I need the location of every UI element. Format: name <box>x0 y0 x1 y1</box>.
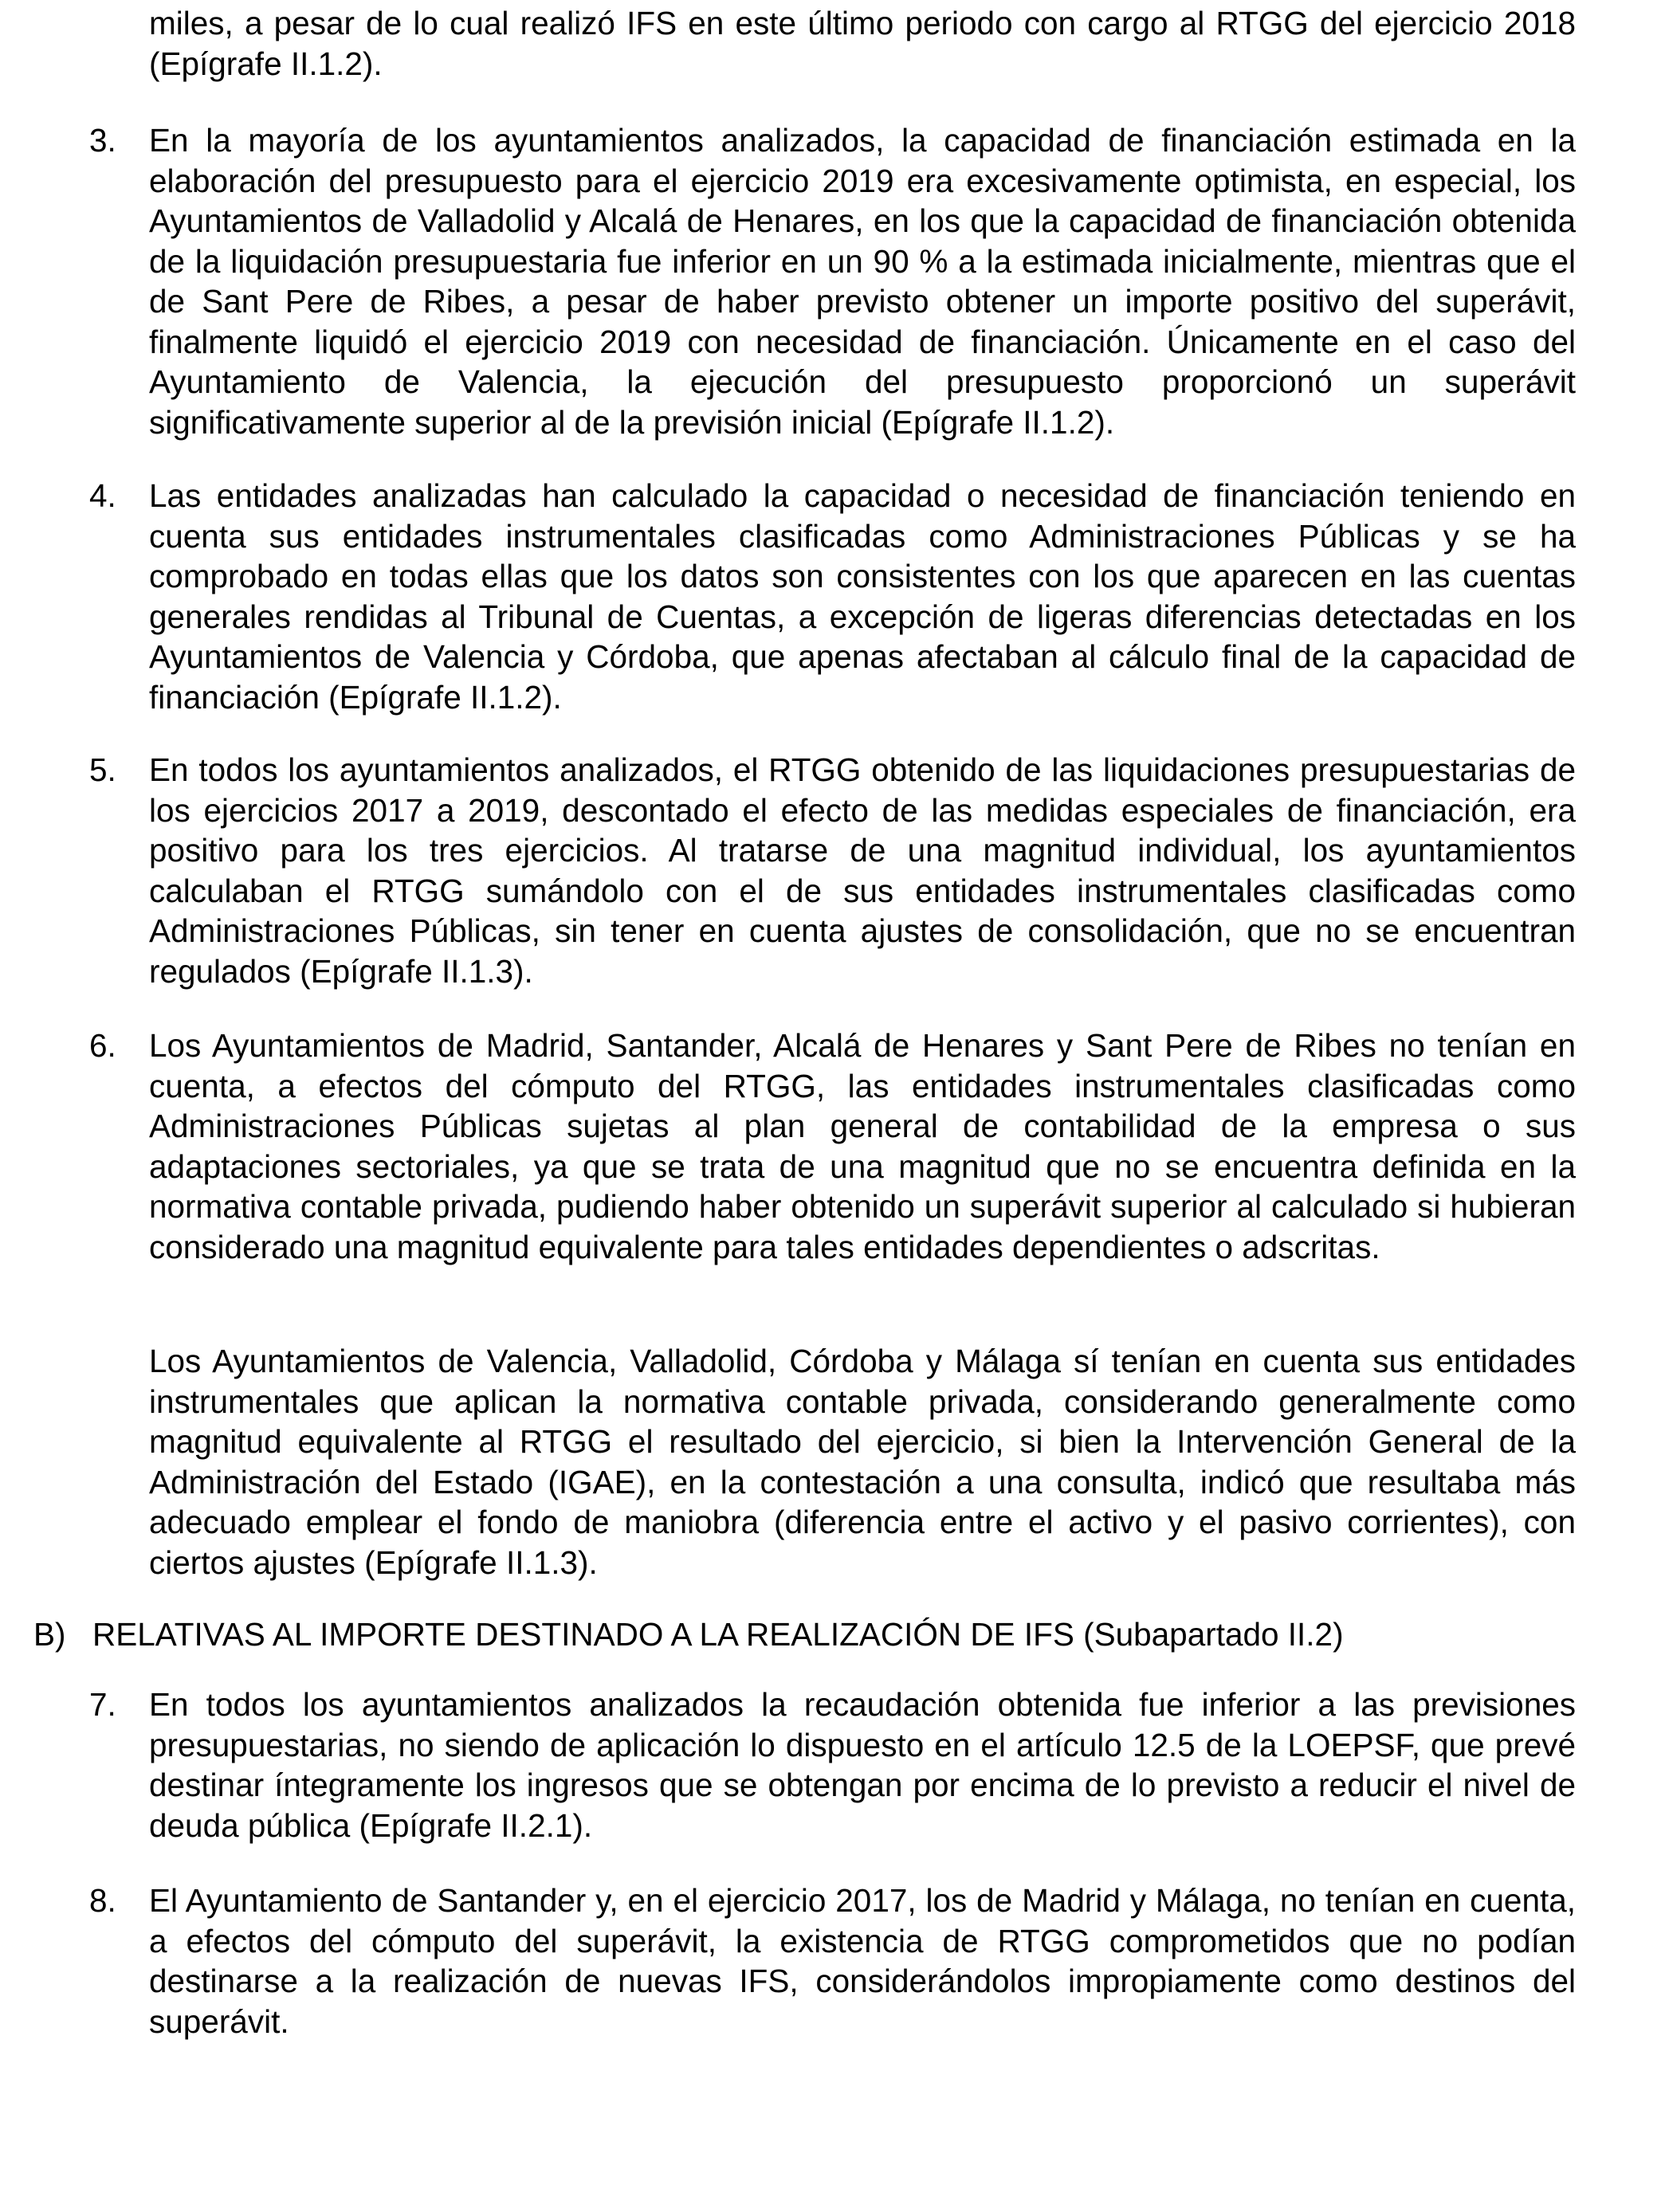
item-number: 3. <box>89 122 116 159</box>
item-number: 5. <box>89 751 116 788</box>
item-number: 4. <box>89 477 116 514</box>
item-7-paragraph: En todos los ayuntamientos analizados la recaudación obtenida fue inferior a las previsiones presupuestarias, no siendo de aplicación lo dispuesto en el artículo 12.5 de la LOEPSF, que prevé destinar íntegramente los ingresos que se obtengan por encima de lo previsto a reducir el nivel de deuda pública (Epígrafe II.2.1). <box>149 1686 1576 1844</box>
item-8-paragraph: El Ayuntamiento de Santander y, en el ejercicio 2017, los de Madrid y Málaga, no tenían en cuenta, a efectos del cómputo del superávit, la existencia de RTGG comprometidos que no podían destinarse a la realización de nuevas IFS, considerándolos impropiamente como destinos del superávit. <box>149 1882 1576 2040</box>
item-6-paragraph: Los Ayuntamientos de Madrid, Santander, Alcalá de Henares y Sant Pere de Ribes no tenían en cuenta, a efectos del cómputo del RTGG, las entidades instrumentales clasificadas como Administraciones Públicas sujetas al plan general de contabilidad de la empresa o sus adaptaciones sectoriales, ya que se trata de una magnitud que no se encuentra definida en la normativa contable privada, pudiendo haber obtenido un superávit superior al calculado si hubieran considerado una magnitud equivalente para tales entidades dependientes o adscritas. <box>149 1027 1576 1265</box>
item-number: 7. <box>89 1686 116 1723</box>
item-number: 8. <box>89 1882 116 1919</box>
item-6-second-paragraph: Los Ayuntamientos de Valencia, Valladolid, Córdoba y Málaga sí tenían en cuenta sus entidades instrumentales que aplican la normativa contable privada, considerando generalmente como magnitud equivalente al RTGG el resultado del ejercicio, si bien la Intervención General de la Administración del Estado (IGAE), en la contestación a una consulta, indicó que resultaba más adecuado emplear el fondo de maniobra (diferencia entre el activo y el pasivo corrientes), con ciertos ajustes (Epígrafe II.1.3). <box>149 1343 1576 1581</box>
section-b-letter: B) <box>33 1616 66 1653</box>
section-b-heading: RELATIVAS AL IMPORTE DESTINADO A LA REALIZACIÓN DE IFS (Subapartado II.2) <box>92 1616 1344 1653</box>
item-5-paragraph: En todos los ayuntamientos analizados, el RTGG obtenido de las liquidaciones presupuestarias de los ejercicios 2017 a 2019, descontado el efecto de las medidas especiales de financiación, era positivo para los tres ejercicios. Al tratarse de una magnitud individual, los ayuntamientos calculaban el RTGG sumándolo con el de sus entidades instrumentales clasificadas como Administraciones Públicas, sin tener en cuenta ajustes de consolidación, que no se encuentran regulados (Epígrafe II.1.3). <box>149 751 1576 990</box>
item-number: 6. <box>89 1027 116 1064</box>
continuation-paragraph: miles, a pesar de lo cual realizó IFS en este último periodo con cargo al RTGG del ejercicio 2018 (Epígrafe II.1.2). <box>149 5 1576 82</box>
item-3-paragraph: En la mayoría de los ayuntamientos analizados, la capacidad de financiación estimada en la elaboración del presupuesto para el ejercicio 2019 era excesivamente optimista, en especial, los Ayuntamientos de Valladolid y Alcalá de Henares, en los que la capacidad de financiación obtenida de la liquidación presupuestaria fue inferior en un 90 % a la estimada inicialmente, mientras que el de Sant Pere de Ribes, a pesar de haber previsto obtener un importe positivo del superávit, finalmente liquidó el ejercicio 2019 con necesidad de financiación. Únicamente en el caso del Ayuntamiento de Valencia, la ejecución del presupuesto proporcionó un superávit significativamente superior al de la previsión inicial (Epígrafe II.1.2). <box>149 122 1576 441</box>
item-4-paragraph: Las entidades analizadas han calculado la capacidad o necesidad de financiación teniendo en cuenta sus entidades instrumentales clasificadas como Administraciones Públicas y se ha comprobado en todas ellas que los datos son consistentes con los que aparecen en las cuentas generales rendidas al Tribunal de Cuentas, a excepción de ligeras diferencias detectadas en los Ayuntamientos de Valencia y Córdoba, que apenas afectaban al cálculo final de la capacidad de financiación (Epígrafe II.1.2). <box>149 477 1576 716</box>
